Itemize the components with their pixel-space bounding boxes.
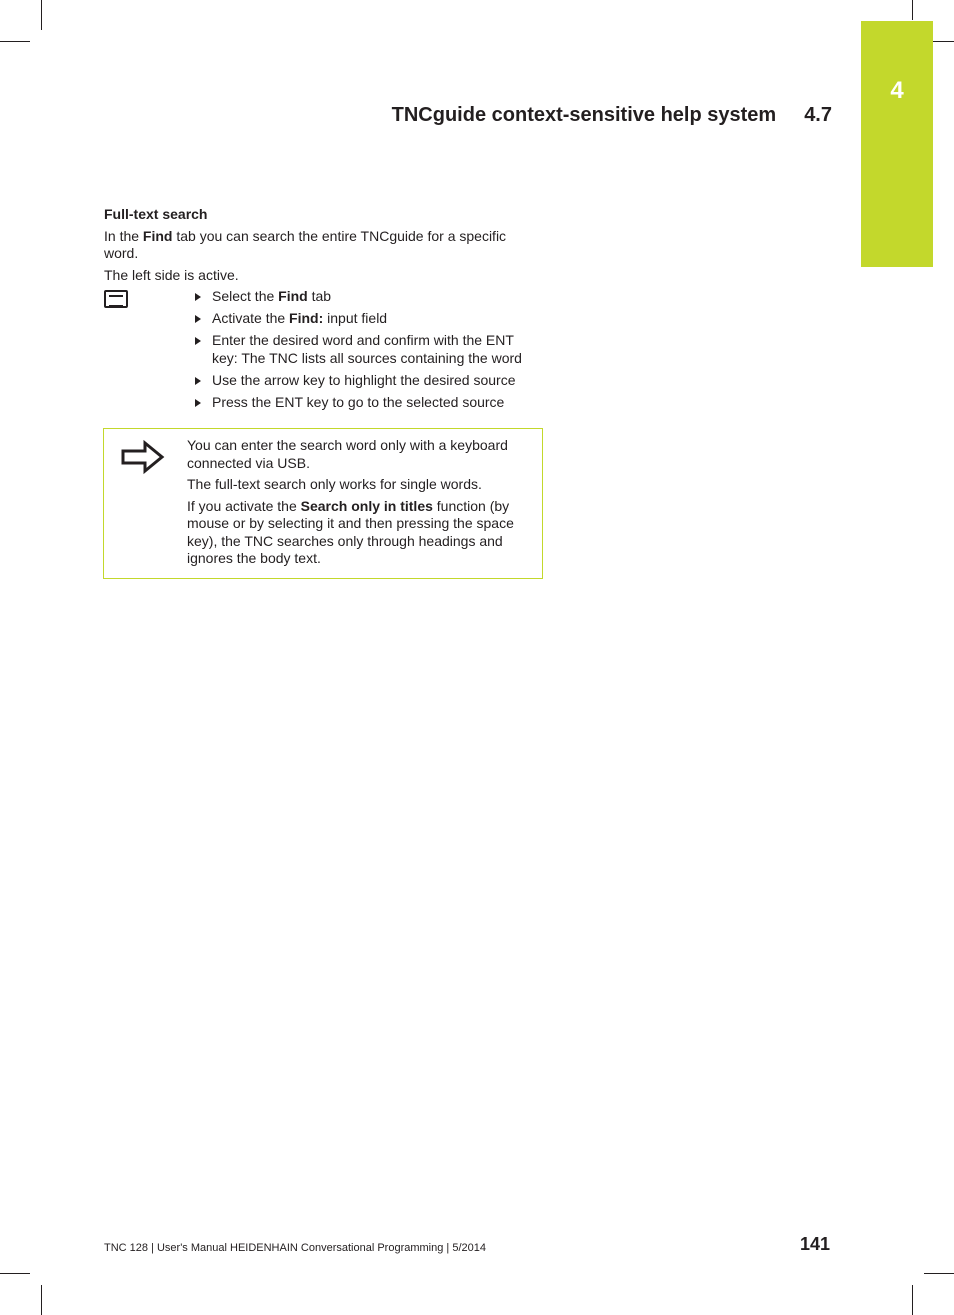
step-item bbox=[192, 310, 542, 328]
keyboard-key-icon bbox=[104, 290, 128, 308]
crop-mark bbox=[41, 0, 42, 30]
step-bold: Find: bbox=[289, 310, 324, 326]
note-text-start: If you activate the bbox=[187, 497, 301, 514]
step-bold: Find bbox=[278, 288, 308, 304]
note-text bbox=[187, 437, 537, 572]
intro-bold: Find bbox=[142, 227, 173, 244]
step-item bbox=[192, 394, 542, 412]
bullet-triangle-icon bbox=[195, 337, 201, 345]
bullet-triangle-icon bbox=[195, 315, 201, 323]
chapter-tab bbox=[861, 21, 933, 267]
running-header bbox=[392, 104, 832, 127]
crop-mark bbox=[0, 1273, 30, 1274]
bullet-triangle-icon bbox=[195, 399, 201, 407]
arrow-right-icon bbox=[120, 439, 166, 475]
intro-text-end: tab you can search the entire TNCguide for a specific word. bbox=[104, 227, 507, 261]
page-number: 141 bbox=[799, 1234, 830, 1254]
header-section: 4.7 bbox=[804, 104, 832, 126]
step-item bbox=[192, 372, 542, 390]
main-content bbox=[104, 206, 544, 416]
bullet-triangle-icon bbox=[195, 377, 201, 385]
steps-block bbox=[104, 288, 544, 416]
step-list bbox=[192, 288, 542, 416]
header-title: TNCguide context-sensitive help system bbox=[391, 104, 777, 126]
section-subheading: Full-text search bbox=[104, 206, 208, 222]
active-side-paragraph: The left side is active. bbox=[104, 266, 239, 283]
note-paragraph: You can enter the search word only with a keyboard connected via USB. bbox=[187, 437, 508, 471]
crop-mark bbox=[41, 1285, 42, 1315]
intro-paragraph bbox=[104, 228, 544, 263]
step-text: Activate the bbox=[212, 310, 290, 326]
note-bold: Search only in titles bbox=[300, 497, 433, 514]
note-paragraph: The full-text search only works for single words. bbox=[187, 476, 482, 492]
step-text: Press the ENT key to go to the selected source bbox=[212, 393, 505, 410]
crop-mark bbox=[0, 41, 30, 42]
step-item bbox=[192, 288, 542, 306]
intro-text: In the bbox=[104, 227, 143, 244]
note-box bbox=[103, 428, 543, 579]
step-text: Enter the desired word and confirm with the ENT key: The TNC lists all sources containing the word bbox=[212, 332, 522, 366]
step-item bbox=[192, 332, 542, 367]
chapter-number: 4 bbox=[890, 77, 904, 104]
crop-mark bbox=[912, 0, 913, 20]
step-text: Use the arrow key to highlight the desired source bbox=[212, 371, 516, 388]
step-text: Select the bbox=[212, 288, 279, 304]
crop-mark bbox=[924, 1273, 954, 1274]
bullet-triangle-icon bbox=[195, 293, 201, 301]
note-text-end: function (by mouse or by selecting it and then pressing the space key), the TNC searches only through headings and ignores the body text. bbox=[187, 497, 514, 566]
step-text-end: tab bbox=[307, 288, 332, 304]
crop-mark bbox=[912, 1285, 913, 1315]
step-text-end: input field bbox=[323, 310, 388, 326]
footer-text: TNC 128 | User's Manual HEIDENHAIN Conversational Programming | 5/2014 bbox=[104, 1242, 486, 1254]
note-paragraph bbox=[187, 498, 537, 568]
